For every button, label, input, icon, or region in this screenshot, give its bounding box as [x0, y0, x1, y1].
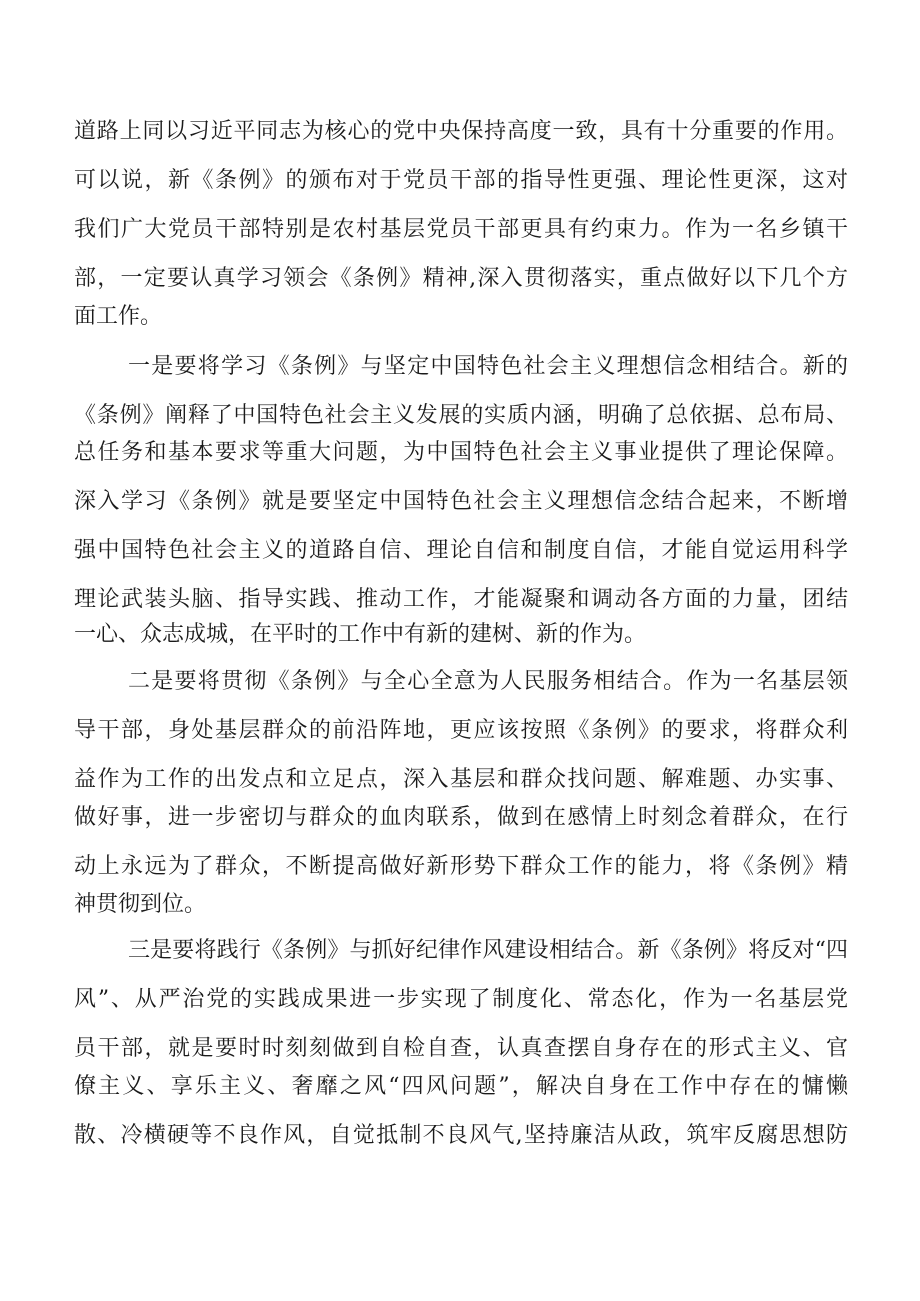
- text-line: 导干部，身处基层群众的前沿阵地，更应该按照《条例》的要求，将群众利: [74, 718, 848, 743]
- text-line: 总任务和基本要求等重大问题，为中国特色社会主义事业提供了理论保障。: [74, 440, 848, 465]
- text-line: 强中国特色社会主义的道路自信、理论自信和制度自信，才能自觉运用科学: [74, 538, 848, 563]
- text-line: 面工作。: [74, 304, 163, 329]
- text-line: 我们广大党员干部特别是农村基层党员干部更具有约束力。作为一名乡镇干: [74, 217, 848, 242]
- text-line: 可以说，新《条例》的颁布对于党员干部的指导性更强、理论性更深，这对: [74, 168, 848, 193]
- paragraph-start-line: 二是要将贯彻《条例》与全心全意为人民服务相结合。作为一名基层领: [128, 669, 848, 694]
- text-line: 僚主义、享乐主义、奢靡之风“四风问题”，解决自身在工作中存在的慵懒: [74, 1074, 848, 1099]
- text-line: 部，一定要认真学习领会《条例》精神,深入贯彻落实，重点做好以下几个方: [74, 266, 848, 291]
- text-line: 一心、众志成城，在平时的工作中有新的建树、新的作为。: [74, 622, 647, 647]
- text-line: 散、冷横硬等不良作风，自觉抵制不良风气,坚持廉洁从政，筑牢反腐思想防: [74, 1123, 848, 1148]
- text-line: 神贯彻到位。: [74, 892, 207, 917]
- text-line: 风”、从严治党的实践成果进一步实现了制度化、常态化，作为一名基层党: [74, 987, 848, 1012]
- text-line: 深入学习《条例》就是要坚定中国特色社会主义理想信念结合起来，不断增: [74, 489, 848, 514]
- text-line: 理论武装头脑、指导实践、推动工作，才能凝聚和调动各方面的力量，团结: [74, 587, 848, 612]
- text-line: 做好事，进一步密切与群众的血肉联系，做到在感情上时刻念着群众，在行: [74, 805, 848, 830]
- paragraph-start-line: 一是要将学习《条例》与坚定中国特色社会主义理想信念相结合。新的: [128, 354, 848, 379]
- text-line: 动上永远为了群众，不断提高做好新形势下群众工作的能力，将《条例》精: [74, 854, 848, 879]
- text-line: 员干部，就是要时时刻刻做到自检自查，认真查摆自身存在的形式主义、官: [74, 1036, 848, 1061]
- text-line: 益作为工作的出发点和立足点，深入基层和群众找问题、解难题、办实事、: [74, 767, 848, 792]
- paragraph-start-line: 三是要将践行《条例》与抓好纪律作风建设相结合。新《条例》将反对“四: [128, 938, 848, 963]
- text-line: 道路上同以习近平同志为核心的党中央保持高度一致，具有十分重要的作用。: [74, 119, 848, 144]
- text-line: 《条例》阐释了中国特色社会主义发展的实质内涵，明确了总依据、总布局、: [74, 403, 848, 428]
